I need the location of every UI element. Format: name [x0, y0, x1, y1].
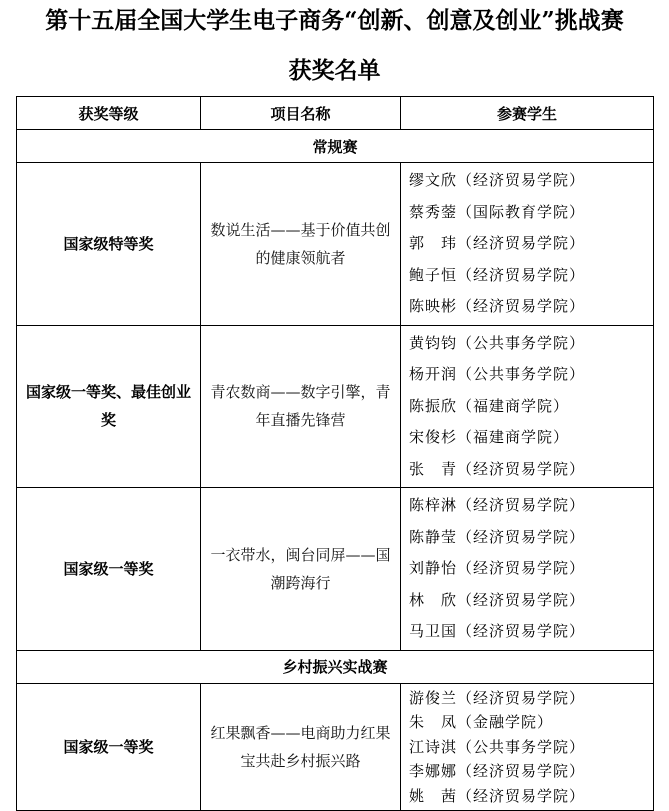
student-entry: 陈梓淋（经济贸易学院） — [409, 496, 586, 514]
student-entry: 陈映彬（经济贸易学院） — [409, 297, 586, 315]
project-name: 红果飘香——电商助力红果宝共赴乡村振兴路 — [201, 683, 401, 811]
student-entry: 宋俊杉（福建商学院） — [409, 428, 570, 446]
student-entry: 朱 凤（金融学院） — [409, 713, 554, 731]
student-entry: 游俊兰（经济贸易学院） — [409, 688, 586, 707]
award-level: 国家级一等奖、最佳创业奖 — [17, 325, 201, 488]
project-name: 一衣带水，闽台同屏——国潮跨海行 — [201, 488, 401, 651]
table-row — [17, 163, 654, 326]
section-title: 常规赛 — [17, 130, 654, 163]
header-award-level: 获奖等级 — [17, 97, 201, 130]
student-entry: 马卫国（经济贸易学院） — [409, 622, 586, 640]
student-list — [401, 163, 654, 326]
section-title: 乡村振兴实战赛 — [17, 650, 654, 683]
student-entry: 鲍子恒（经济贸易学院） — [409, 265, 586, 284]
student-entry: 张 青（经济贸易学院） — [409, 459, 586, 478]
award-table — [16, 96, 654, 811]
table-row — [17, 325, 654, 488]
student-entry: 杨开润（公共事务学院） — [409, 365, 586, 383]
student-entry: 姚 茜（经济贸易学院） — [409, 786, 586, 805]
award-level: 国家级一等奖 — [17, 683, 201, 811]
document-subtitle: 获奖名单 — [288, 57, 381, 84]
student-list — [401, 488, 654, 651]
table-row — [17, 683, 654, 811]
section-row-regular — [17, 130, 654, 163]
student-entry: 陈静莹（经济贸易学院） — [409, 527, 586, 546]
student-entry: 林 欣（经济贸易学院） — [409, 590, 586, 609]
award-level: 国家级一等奖 — [17, 488, 201, 651]
header-project-name: 项目名称 — [201, 97, 401, 130]
table-row — [17, 488, 654, 651]
student-entry: 缪文欣（经济贸易学院） — [409, 171, 586, 189]
project-name: 青农数商——数字引擎，青年直播先锋营 — [201, 325, 401, 488]
header-students: 参赛学生 — [401, 97, 654, 130]
document-title: 第十五届全国大学生电子商务“创新、创意及创业”挑战赛 — [45, 7, 624, 34]
student-entry: 陈振欣（福建商学院） — [409, 396, 570, 415]
student-list — [401, 325, 654, 488]
student-entry: 蔡秀蓥（国际教育学院） — [409, 202, 586, 221]
award-level: 国家级特等奖 — [17, 163, 201, 326]
student-entry: 李娜娜（经济贸易学院） — [409, 762, 586, 780]
student-entry: 刘静怡（经济贸易学院） — [409, 559, 586, 577]
section-row-rural-revitalization — [17, 650, 654, 683]
student-entry: 郭 玮（经济贸易学院） — [409, 234, 586, 252]
student-entry: 黄钧钧（公共事务学院） — [409, 333, 586, 352]
project-name: 数说生活——基于价值共创的健康领航者 — [201, 163, 401, 326]
student-list — [401, 683, 654, 811]
student-entry: 江诗淇（公共事务学院） — [409, 737, 586, 756]
table-header-row — [17, 97, 654, 130]
